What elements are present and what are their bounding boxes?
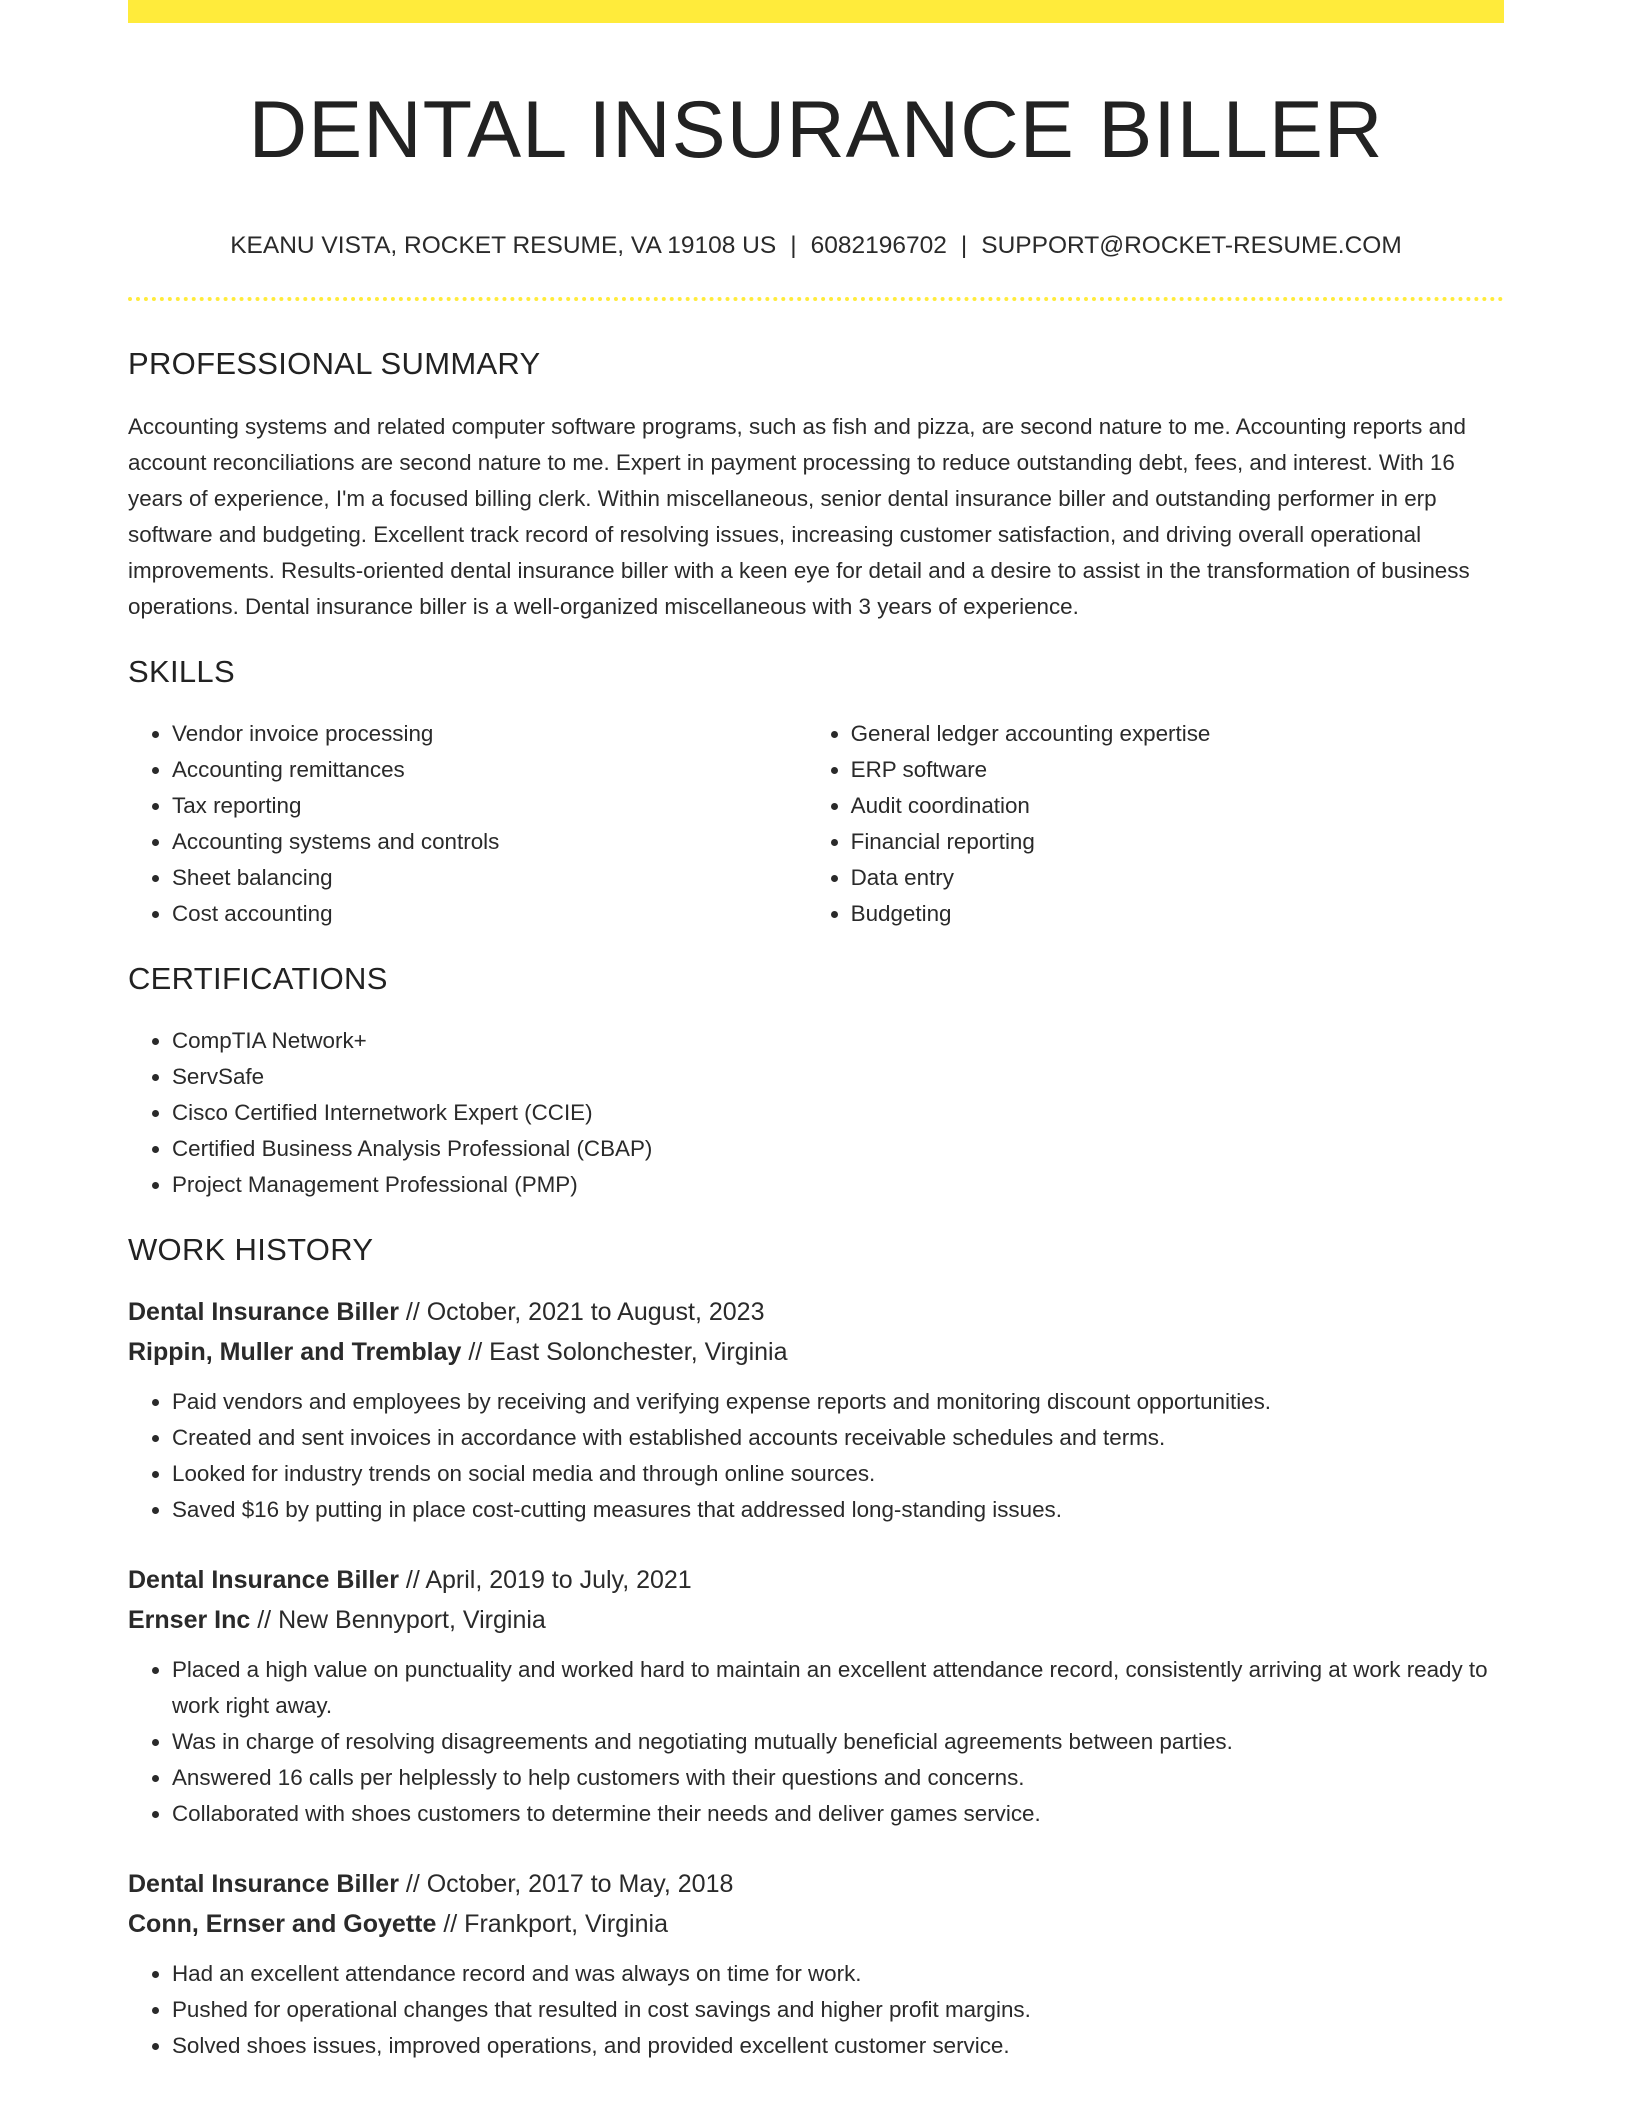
summary-text: Accounting systems and related computer software programs, such as fish and pizza, are second nature to me. Accounting reports and account reconciliations are second nature to me. Expert in payment processing to reduce outstanding debt, fees, and interest. With 16 years of experience, I'm a focused billing clerk. Within miscellaneous, senior dental insurance biller and outstanding performer in erp software and budgeting. Excellent track record of resolving issues, increasing customer satisfaction, and driving overall operational improvements. Results-oriented dental insurance biller with a keen eye for detail and a desire to assist in the transformation of business operations. Dental insurance biller is a well-organized miscellaneous with 3 years of experience. xyxy=(128,413,1470,619)
job-bullet: • Paid vendors and employees by receiving and verifying expense reports and monitoring discount opportunities. xyxy=(172,1384,1504,1420)
contact-separator: | xyxy=(960,232,968,260)
job-bullet: • Looked for industry trends on social media and through online sources. xyxy=(172,1456,1504,1492)
skill-item: • General ledger accounting expertise xyxy=(851,716,1504,752)
job-role: Dental Insurance Biller xyxy=(128,1870,399,1899)
job-bullets xyxy=(128,1384,1504,1528)
resume-title: DENTAL INSURANCE BILLER xyxy=(248,85,1384,175)
job-role: Dental Insurance Biller xyxy=(128,1298,399,1327)
skill-item: • Cost accounting xyxy=(172,896,807,932)
certification-item: • CompTIA Network+ xyxy=(172,1023,1504,1059)
section-title-summary: PROFESSIONAL SUMMARY xyxy=(128,346,541,382)
skill-item: • Budgeting xyxy=(851,896,1504,932)
job-entry xyxy=(128,1864,1504,2064)
job-role-line xyxy=(128,1864,1504,1904)
contact-phone: 6082196702 xyxy=(810,232,947,260)
skill-item: • Audit coordination xyxy=(851,788,1504,824)
certification-item: • Project Management Professional (PMP) xyxy=(172,1167,1504,1203)
job-bullet: • Pushed for operational changes that resulted in cost savings and higher profit margins. xyxy=(172,1992,1504,2028)
skill-item: • Sheet balancing xyxy=(172,860,807,896)
job-dates: // October, 2021 to August, 2023 xyxy=(398,1298,765,1327)
job-location: // East Solonchester, Virginia xyxy=(461,1338,788,1367)
job-company: Rippin, Muller and Tremblay xyxy=(128,1338,462,1367)
job-company-line xyxy=(128,1332,1504,1372)
accent-bar xyxy=(128,0,1504,23)
job-dates: // April, 2019 to July, 2021 xyxy=(398,1566,692,1595)
job-company-line xyxy=(128,1904,1504,1944)
job-bullets xyxy=(128,1956,1504,2064)
certification-item: • Certified Business Analysis Professional (CBAP) xyxy=(172,1131,1504,1167)
job-bullets xyxy=(128,1652,1504,1832)
skill-item: • ERP software xyxy=(851,752,1504,788)
job-role-line xyxy=(128,1292,1504,1332)
job-company: Conn, Ernser and Goyette xyxy=(128,1910,437,1939)
job-role-line xyxy=(128,1560,1504,1600)
contact-separator: | xyxy=(790,232,797,260)
job-location: // Frankport, Virginia xyxy=(436,1910,668,1939)
skill-item: • Financial reporting xyxy=(851,824,1504,860)
job-bullet: • Was in charge of resolving disagreements and negotiating mutually beneficial agreements between parties. xyxy=(172,1724,1504,1760)
section-title-skills: SKILLS xyxy=(128,653,235,689)
skill-item: • Vendor invoice processing xyxy=(172,716,807,752)
job-dates: // October, 2017 to May, 2018 xyxy=(398,1870,734,1899)
skills-list-right xyxy=(807,716,1504,932)
job-bullet: • Answered 16 calls per helplessly to help customers with their questions and concerns. xyxy=(172,1760,1504,1796)
certification-item: • Cisco Certified Internetwork Expert (CCIE) xyxy=(172,1095,1504,1131)
job-company-line xyxy=(128,1600,1504,1640)
job-entry xyxy=(128,1292,1504,1528)
header-divider xyxy=(128,297,1504,301)
job-bullet: • Collaborated with shoes customers to determine their needs and deliver games service. xyxy=(172,1796,1504,1832)
job-location: // New Bennyport, Virginia xyxy=(250,1606,546,1635)
job-role: Dental Insurance Biller xyxy=(128,1566,399,1595)
job-entry xyxy=(128,1560,1504,1832)
job-bullet: • Placed a high value on punctuality and worked hard to maintain an excellent attendance record, consistently arriving at work ready to work right away. xyxy=(172,1652,1504,1724)
certification-item: • ServSafe xyxy=(172,1059,1504,1095)
section-title-work-history: WORK HISTORY xyxy=(128,1232,374,1268)
job-company: Ernser Inc xyxy=(128,1606,251,1635)
job-bullet: • Solved shoes issues, improved operations, and provided excellent customer service. xyxy=(172,2028,1504,2064)
contact-line xyxy=(128,231,1504,260)
resume-page xyxy=(128,0,1504,2064)
skill-item: • Accounting remittances xyxy=(172,752,807,788)
skill-item: • Data entry xyxy=(851,860,1504,896)
job-bullet: • Saved $16 by putting in place cost-cutting measures that addressed long-standing issues. xyxy=(172,1492,1504,1528)
skill-item: • Accounting systems and controls xyxy=(172,824,807,860)
skills-list-left xyxy=(128,716,807,932)
skill-item: • Tax reporting xyxy=(172,788,807,824)
contact-email: SUPPORT@ROCKET-RESUME.COM xyxy=(981,232,1402,260)
skills-grid xyxy=(128,716,1504,932)
certifications-list xyxy=(128,1023,1504,1203)
job-bullet: • Created and sent invoices in accordance with established accounts receivable schedules and terms. xyxy=(172,1420,1504,1456)
job-bullet: • Had an excellent attendance record and was always on time for work. xyxy=(172,1956,1504,1992)
section-title-certifications: CERTIFICATIONS xyxy=(128,960,388,996)
contact-address: KEANU VISTA, ROCKET RESUME, VA 19108 US xyxy=(230,232,777,260)
